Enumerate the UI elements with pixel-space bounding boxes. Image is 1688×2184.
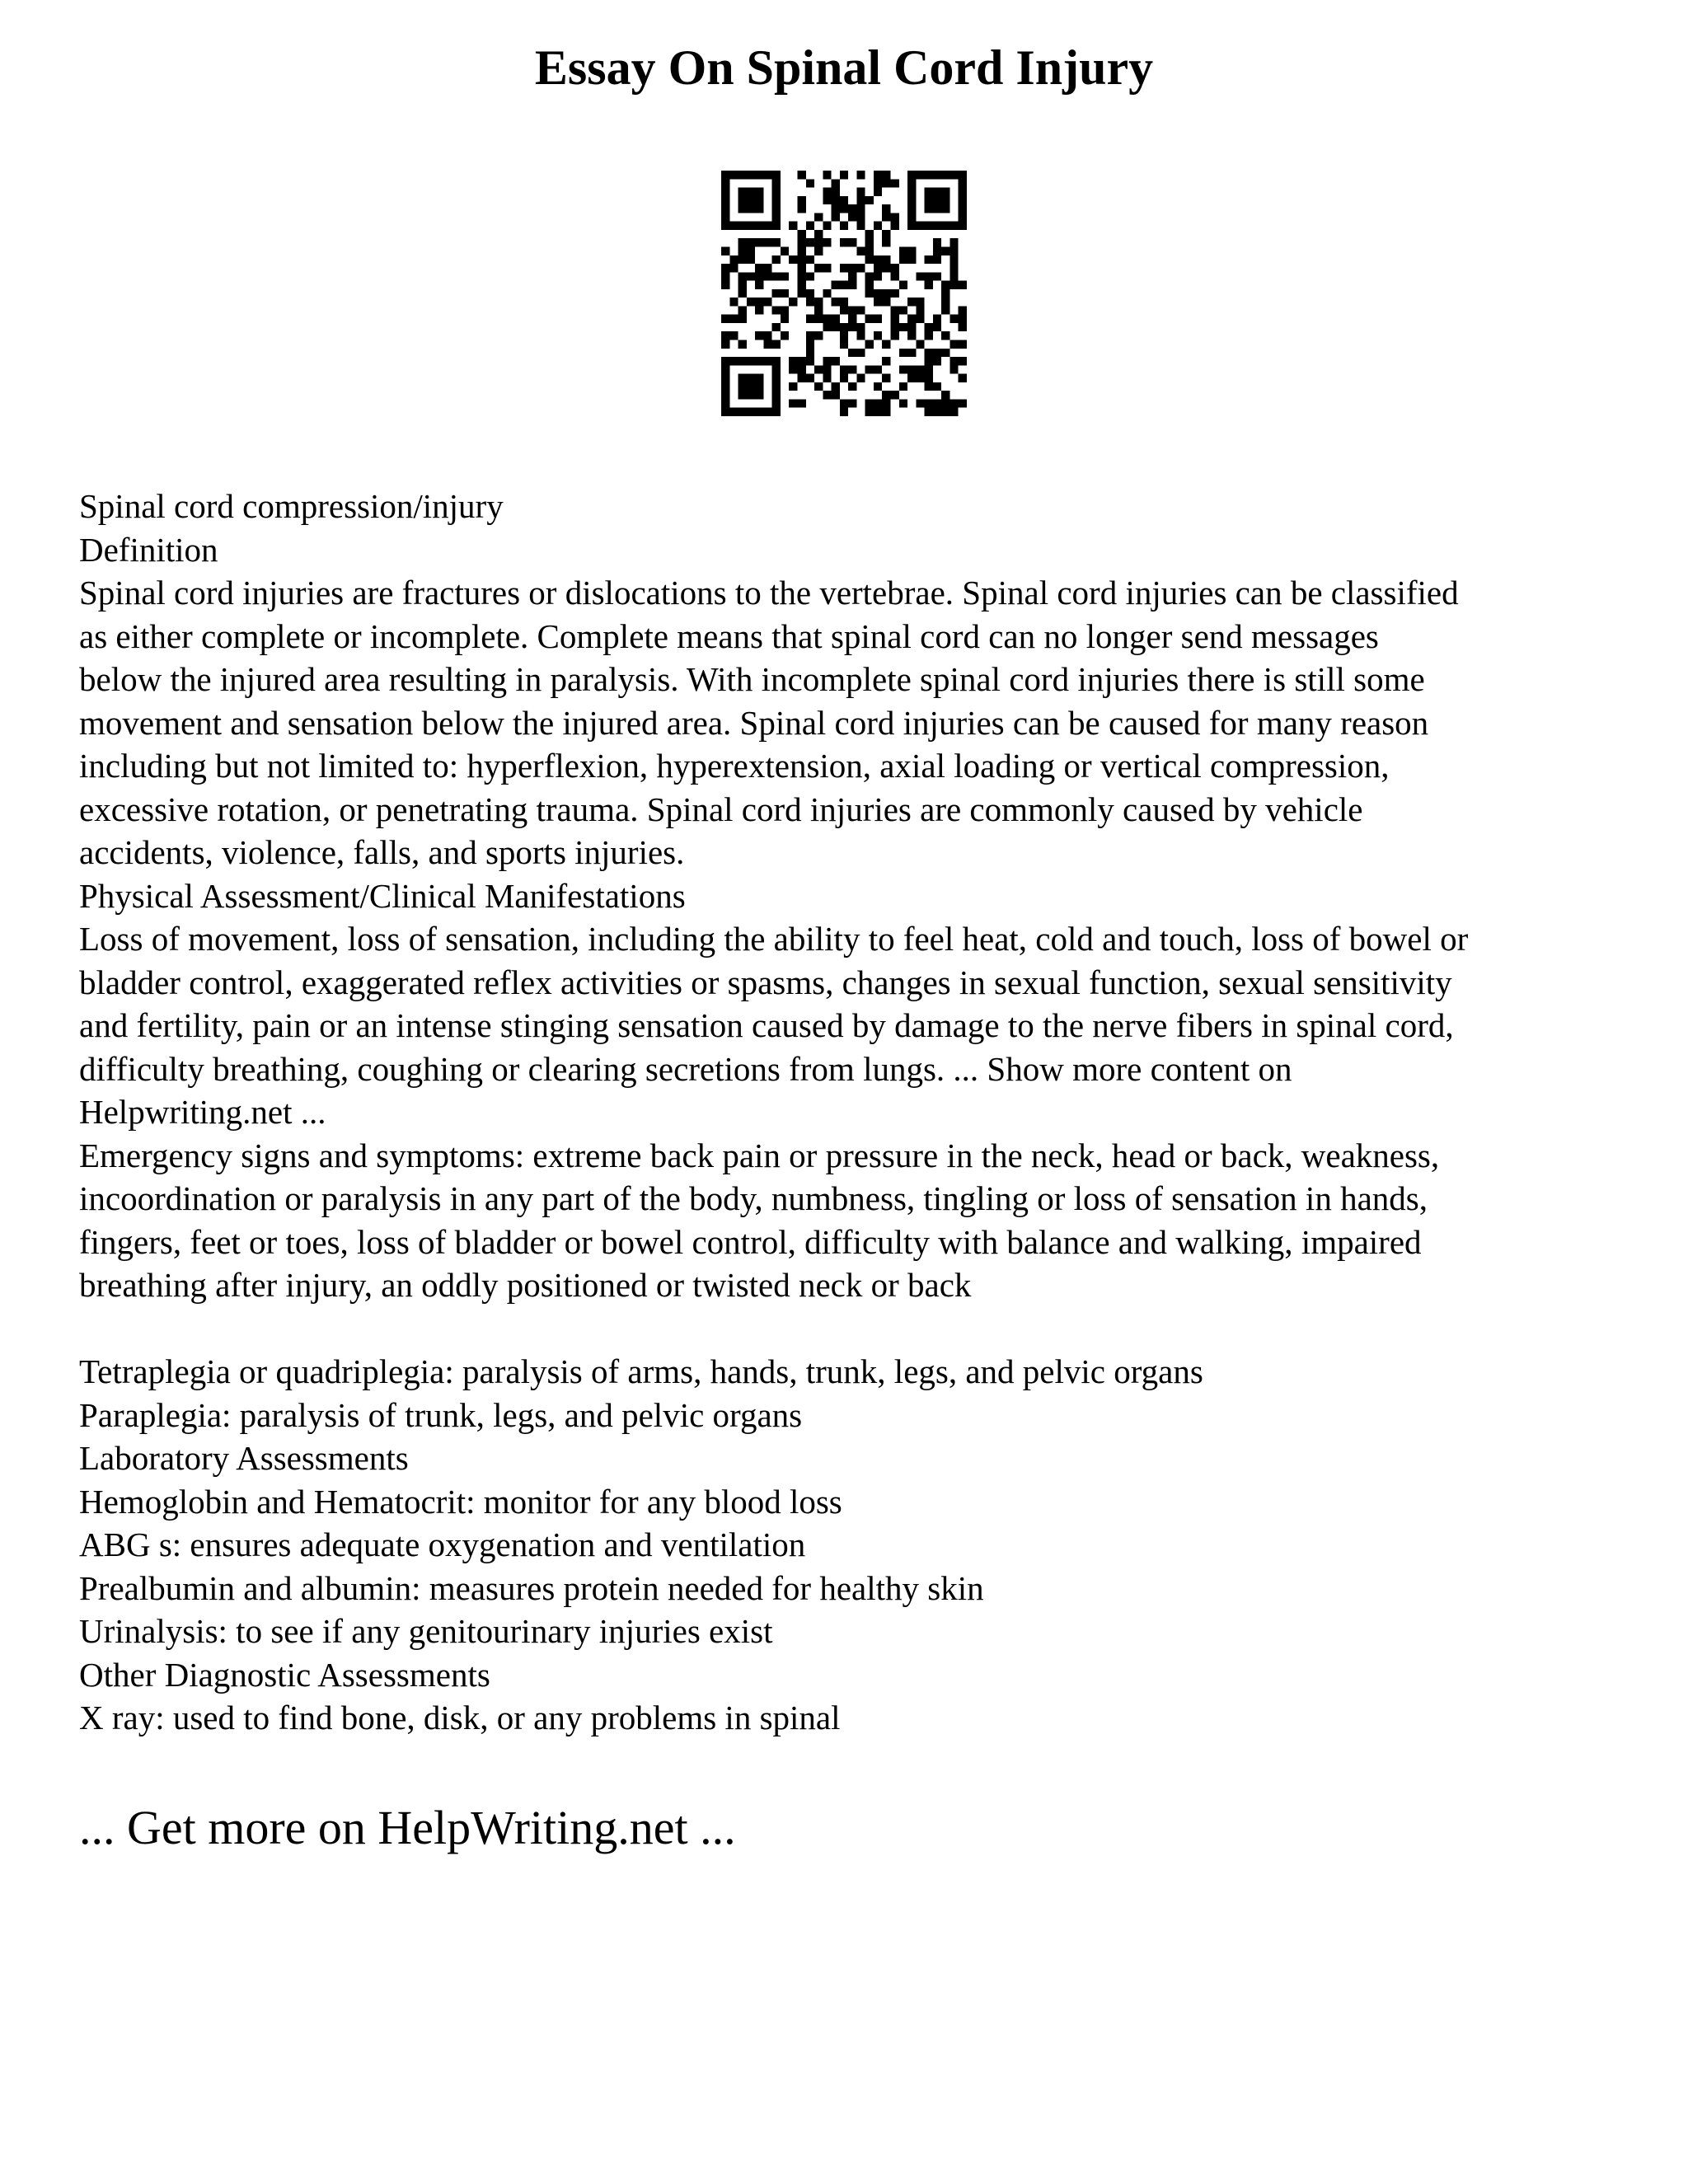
text-line: and fertility, pain or an intense stinging sensation caused by damage to the nerve fibers in spinal cord, — [79, 1006, 1454, 1044]
text-line: Emergency signs and symptoms: extreme back pain or pressure in the neck, head or back, weakness, — [79, 1136, 1440, 1174]
section-heading: Definition — [79, 530, 218, 569]
section-heading: Other Diagnostic Assessments — [79, 1655, 490, 1694]
text-line: excessive rotation, or penetrating trauma. Spinal cord injuries are commonly caused by vehicle — [79, 790, 1363, 828]
get-more-link[interactable]: ... Get more on HelpWriting.net ... — [79, 1801, 736, 1854]
text-line: as either complete or incomplete. Complete means that spinal cord can no longer send messages — [79, 616, 1379, 655]
list-item: Tetraplegia or quadriplegia: paralysis of arms, hands, trunk, legs, and pelvic organs — [79, 1352, 1203, 1390]
qr-code-icon — [721, 171, 967, 416]
text-line: including but not limited to: hyperflexion, hyperextension, axial loading or vertical compression, — [79, 747, 1390, 785]
text-line: breathing after injury, an oddly positioned or twisted neck or back — [79, 1266, 972, 1304]
text-line: Helpwriting.net ... — [79, 1093, 326, 1131]
list-item: ABG s: ensures adequate oxygenation and ventilation — [79, 1526, 806, 1563]
text-line: below the injured area resulting in paralysis. With incomplete spinal cord injuries there is still some — [79, 660, 1425, 698]
essay-body — [79, 485, 1629, 1740]
section-heading: Physical Assessment/Clinical Manifestations — [79, 876, 686, 915]
text-line: Spinal cord injuries are fractures or dislocations to the vertebrae. Spinal cord injuries can be classified — [79, 574, 1459, 612]
list-item: Hemoglobin and Hematocrit: monitor for any blood loss — [79, 1482, 842, 1521]
text-line: movement and sensation below the injured area. Spinal cord injuries can be caused for many reason — [79, 703, 1429, 742]
page-title: Essay On Spinal Cord Injury — [534, 40, 1154, 95]
list-item: Paraplegia: paralysis of trunk, legs, and pelvic organs — [79, 1395, 803, 1434]
list-item: Prealbumin and albumin: measures protein needed for healthy skin — [79, 1568, 984, 1607]
list-item: X ray: used to find bone, disk, or any problems in spinal — [79, 1699, 841, 1736]
section-heading: Laboratory Assessments — [79, 1439, 409, 1477]
text-line: Loss of movement, loss of sensation, including the ability to feel heat, cold and touch, loss of bowel or — [79, 920, 1469, 958]
list-item: Urinalysis: to see if any genitourinary injuries exist — [79, 1612, 773, 1650]
paragraph-spacer — [79, 1307, 1629, 1351]
text-line: incoordination or paralysis in any part of the body, numbness, tingling or loss of sensation in hands, — [79, 1179, 1428, 1217]
text-line: accidents, violence, falls, and sports injuries. — [79, 833, 685, 871]
section-heading: Spinal cord compression/injury — [79, 487, 504, 525]
text-line: difficulty breathing, coughing or clearing secretions from lungs. ... Show more content on — [79, 1049, 1292, 1088]
text-line: bladder control, exaggerated reflex activities or spasms, changes in sexual function, sexual sensitivity — [79, 963, 1452, 1001]
text-line: fingers, feet or toes, loss of bladder or bowel control, difficulty with balance and walking, impaired — [79, 1222, 1422, 1261]
